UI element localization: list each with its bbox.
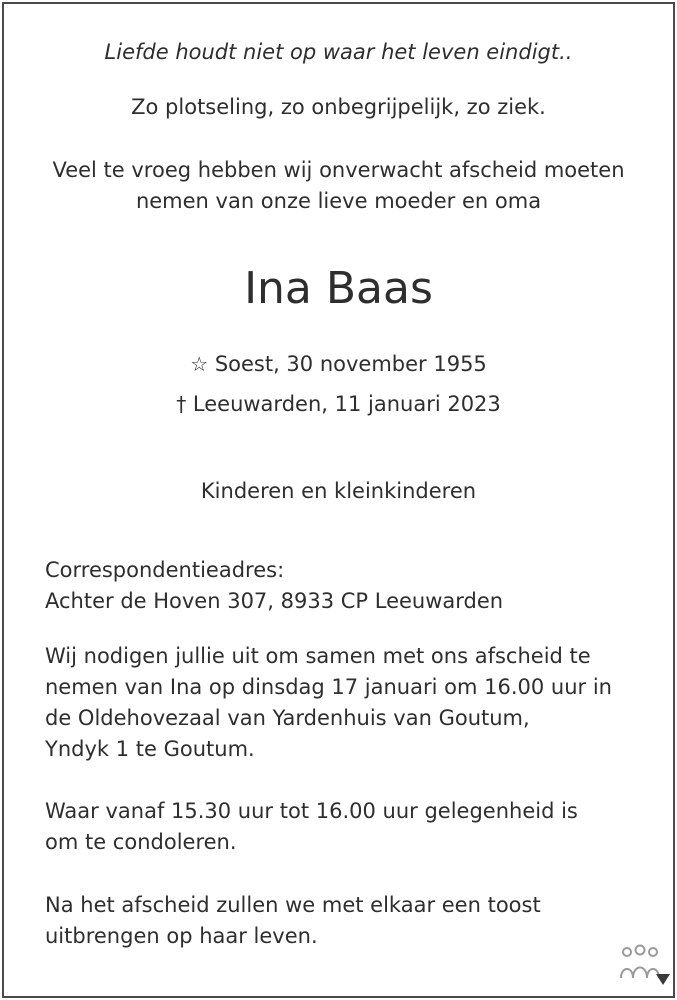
farewell-line-1: Wij nodigen jullie uit om samen met ons afscheid te: [45, 644, 591, 668]
death-line: [0, 392, 677, 416]
star-icon: ☆: [190, 352, 209, 376]
birth-details: Soest, 30 november 1955: [214, 352, 487, 376]
condolence-line-1: Waar vanaf 15.30 uur tot 16.00 uur gelegenheid is: [45, 799, 578, 823]
motto: Liefde houdt niet op waar het leven eindigt..: [104, 40, 573, 64]
signed-by: Kinderen en kleinkinderen: [200, 479, 477, 503]
toast-line-1: Na het afscheid zullen we met elkaar een toost: [45, 893, 541, 917]
cross-icon: †: [176, 392, 187, 416]
deceased-name: Ina Baas: [244, 263, 433, 314]
intro-line: Zo plotseling, zo onbegrijpelijk, zo ziek.: [131, 95, 546, 119]
farewell-line-3: de Oldehovezaal van Yardenhuis van Goutum,: [45, 706, 530, 730]
triangle-down-icon[interactable]: [656, 974, 670, 985]
correspondence-address: Achter de Hoven 307, 8933 CP Leeuwarden: [45, 589, 504, 613]
birth-line: [0, 352, 677, 376]
farewell-line-4: Yndyk 1 te Goutum.: [45, 737, 255, 761]
correspondence-label: Correspondentieadres:: [45, 558, 285, 582]
condolence-line-2: om te condoleren.: [45, 830, 237, 854]
announcement-line-1: Veel te vroeg hebben wij onverwacht afscheid moeten: [52, 158, 625, 182]
farewell-line-2: nemen van Ina op dinsdag 17 januari om 16.00 uur in: [45, 675, 612, 699]
death-details: Leeuwarden, 11 januari 2023: [192, 392, 501, 416]
toast-line-2: uitbrengen op haar leven.: [45, 924, 318, 948]
announcement-line-2: nemen van onze lieve moeder en oma: [135, 189, 542, 213]
